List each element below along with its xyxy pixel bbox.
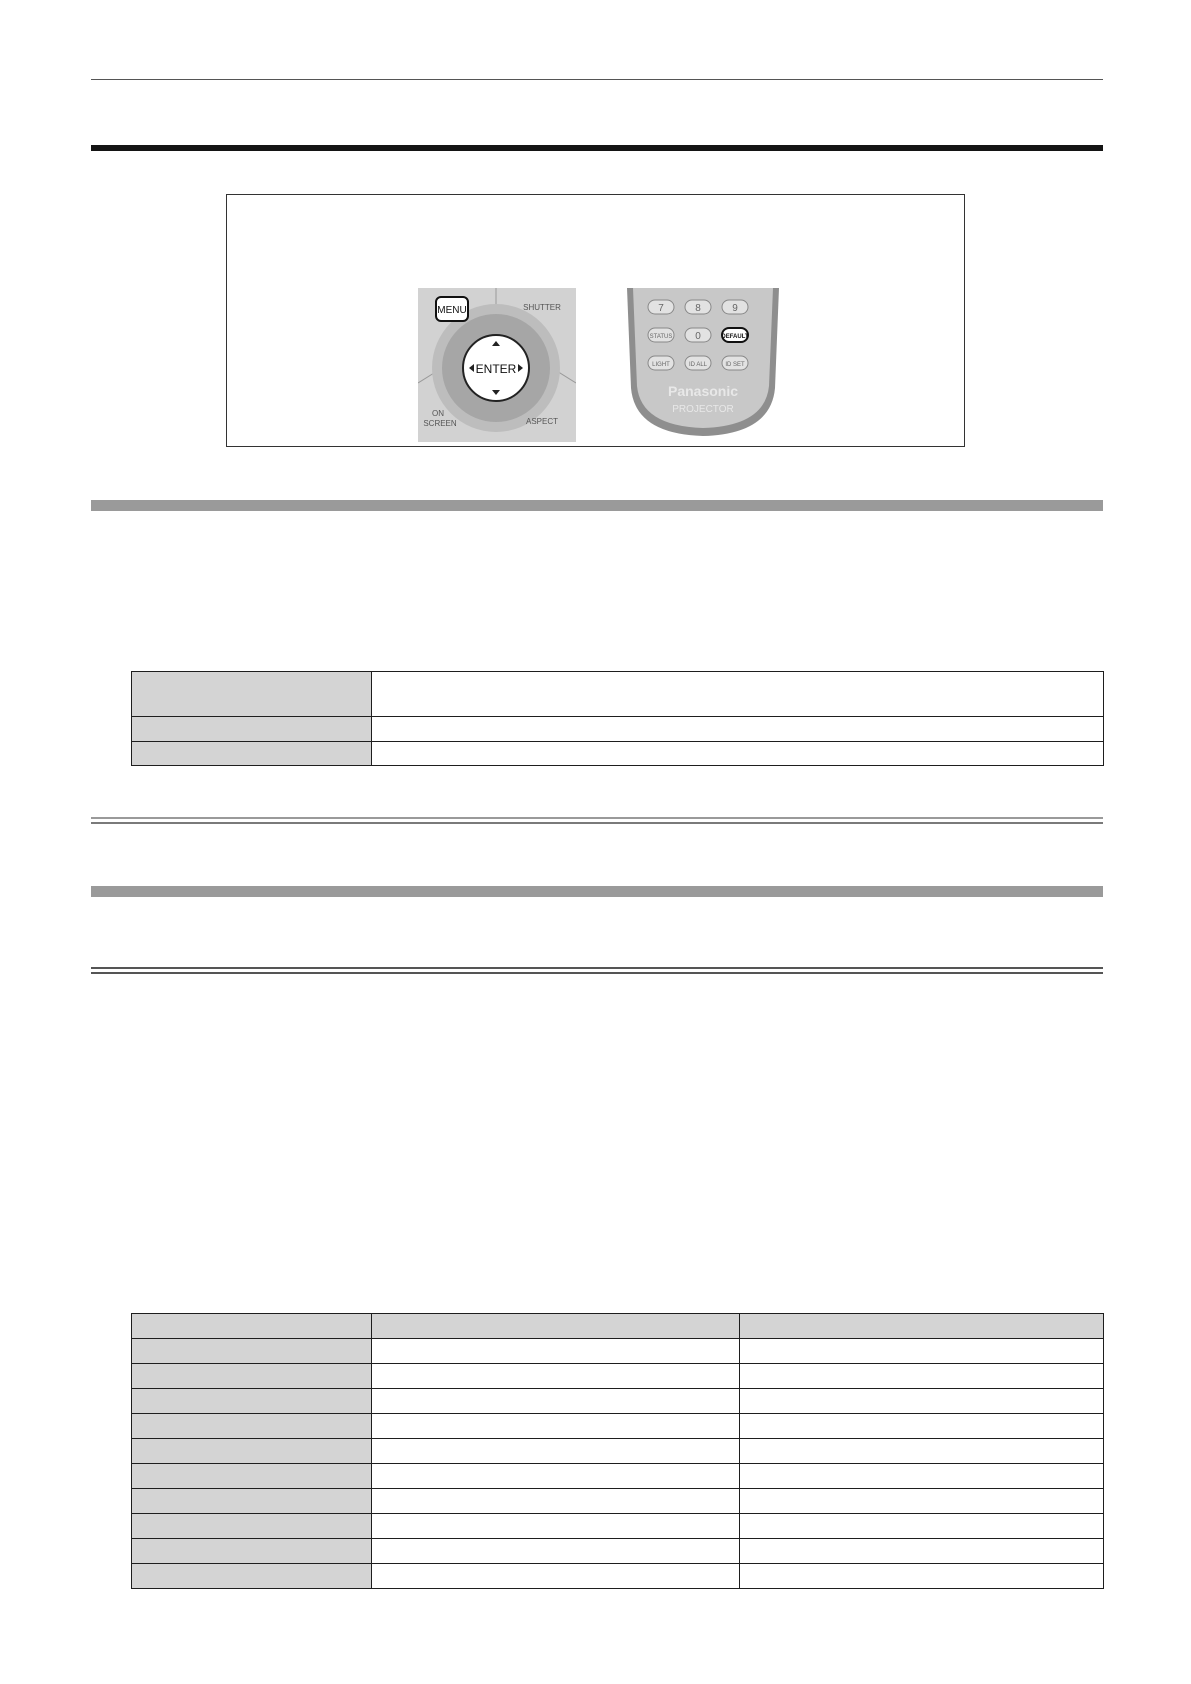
row-label — [132, 1564, 372, 1589]
table-cell — [740, 1414, 1104, 1439]
brand-logo: Panasonic — [667, 383, 739, 399]
table-cell — [372, 1414, 740, 1439]
section-heading-bar — [91, 886, 1103, 897]
shutter-label[interactable]: SHUTTER — [523, 303, 561, 312]
status-key-label: STATUS — [649, 334, 673, 340]
table-row — [132, 717, 1104, 742]
row-label — [132, 742, 372, 766]
table-cell — [740, 1489, 1104, 1514]
row-label — [132, 672, 372, 717]
default-key-label: DEFAULT — [721, 334, 749, 340]
remote-illustration-frame — [226, 194, 965, 447]
chapter-title-bar — [91, 145, 1103, 151]
table-row — [132, 1464, 1104, 1489]
row-value — [372, 717, 1104, 742]
settings-table — [131, 671, 1104, 766]
table-row — [132, 1364, 1104, 1389]
table-row — [132, 1564, 1104, 1589]
row-value — [372, 672, 1104, 717]
row-label — [132, 717, 372, 742]
on-screen-label-line1[interactable]: ON — [432, 409, 444, 418]
table-cell — [372, 1439, 740, 1464]
subsection-divider — [91, 967, 1103, 974]
table-cell — [372, 1364, 740, 1389]
table-row — [132, 1539, 1104, 1564]
model-label: PROJECTOR — [672, 404, 734, 415]
section-heading-bar — [91, 500, 1103, 511]
table-header-row — [132, 1314, 1104, 1339]
table-cell — [372, 1489, 740, 1514]
table-row — [132, 672, 1104, 717]
table-cell — [372, 1389, 740, 1414]
table-cell — [372, 1564, 740, 1589]
column-header — [132, 1314, 372, 1339]
row-label — [132, 1389, 372, 1414]
table-row — [132, 1514, 1104, 1539]
id-set-key-label: ID SET — [725, 362, 745, 368]
column-header — [372, 1314, 740, 1339]
key-0-label: 0 — [695, 331, 701, 342]
key-7-label: 7 — [658, 303, 664, 314]
column-header — [740, 1314, 1104, 1339]
row-label — [132, 1414, 372, 1439]
row-value — [372, 742, 1104, 766]
remote-keypad-illustration — [623, 288, 783, 442]
aspect-label[interactable]: ASPECT — [525, 417, 559, 426]
table-row — [132, 1489, 1104, 1514]
row-label — [132, 1464, 372, 1489]
note-divider — [91, 817, 1103, 824]
table-cell — [740, 1564, 1104, 1589]
table-cell — [740, 1339, 1104, 1364]
row-label — [132, 1489, 372, 1514]
table-cell — [740, 1539, 1104, 1564]
key-8-label: 8 — [695, 303, 701, 314]
remote-dpad-illustration — [418, 288, 576, 442]
table-row — [132, 1389, 1104, 1414]
table-cell — [740, 1439, 1104, 1464]
enter-label: ENTER — [475, 362, 517, 376]
menu-label: MENU — [437, 305, 467, 316]
key-9-label: 9 — [732, 303, 738, 314]
id-all-key-label: ID ALL — [688, 362, 708, 368]
row-label — [132, 1364, 372, 1389]
light-key-label: LIGHT — [652, 362, 670, 368]
table-cell — [372, 1539, 740, 1564]
row-label — [132, 1439, 372, 1464]
row-label — [132, 1514, 372, 1539]
settings-list-table — [131, 1313, 1104, 1589]
row-label — [132, 1539, 372, 1564]
table-row — [132, 742, 1104, 766]
table-cell — [740, 1389, 1104, 1414]
table-cell — [740, 1514, 1104, 1539]
table-row — [132, 1439, 1104, 1464]
table-cell — [372, 1514, 740, 1539]
table-row — [132, 1339, 1104, 1364]
table-row — [132, 1414, 1104, 1439]
table-cell — [372, 1339, 740, 1364]
table-cell — [740, 1364, 1104, 1389]
row-label — [132, 1339, 372, 1364]
table-cell — [740, 1464, 1104, 1489]
page-header-rule — [91, 79, 1103, 80]
on-screen-label-line2[interactable]: SCREEN — [423, 419, 457, 428]
table-cell — [372, 1464, 740, 1489]
